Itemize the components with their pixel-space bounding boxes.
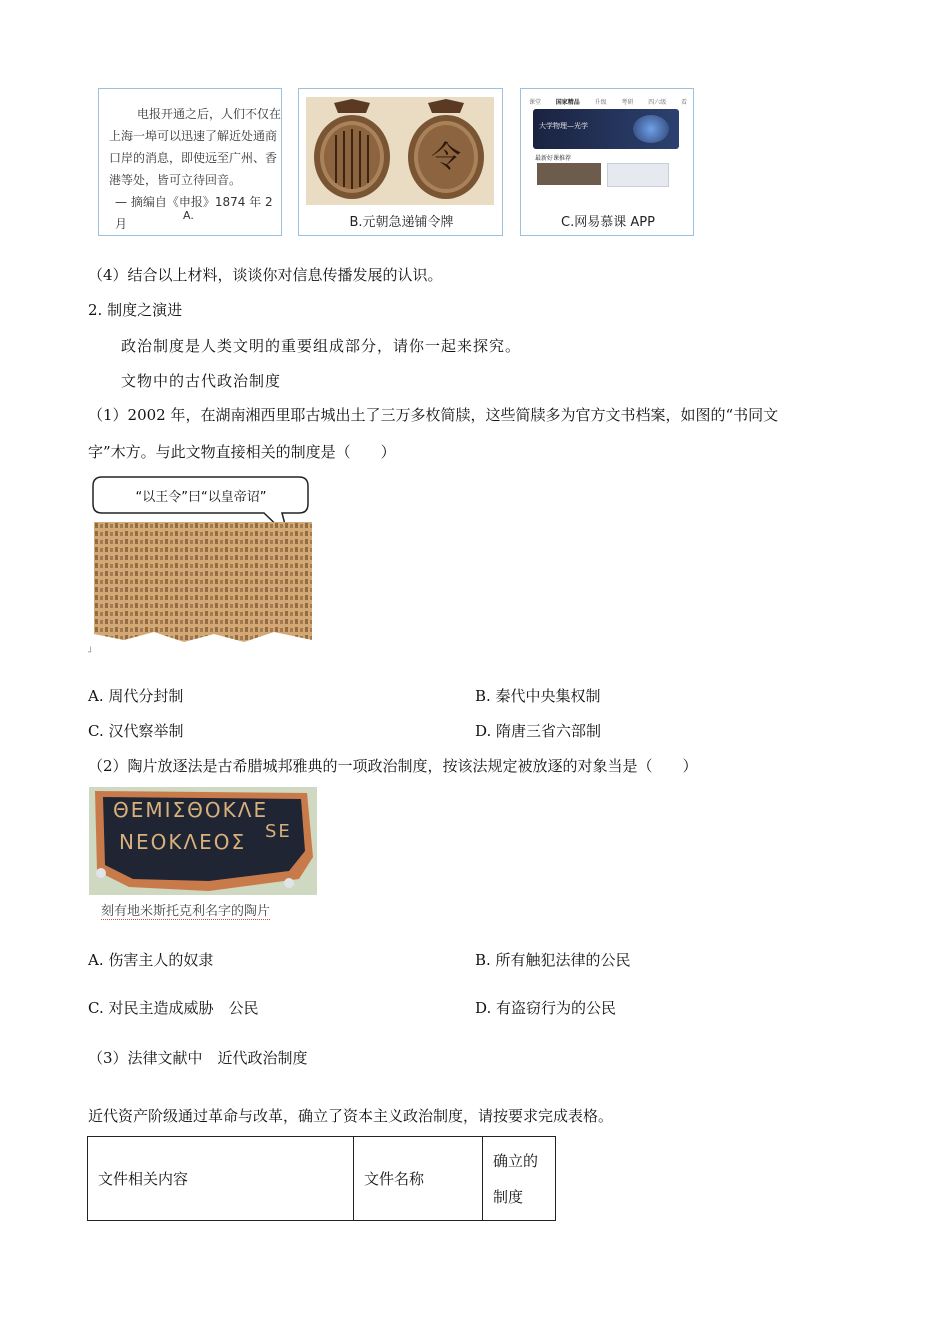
- question-2-stem: （2）陶片放逐法是古希腊城邦雅典的一项政治制度，按该法规定被放逐的对象当是（ ）: [88, 757, 698, 775]
- shard-inscription-line2: ΝΕΟΚΛΕΟΣ: [119, 830, 247, 854]
- question-3-intro: 近代资产阶级通过革命与改革，确立了资本主义政治制度，请按要求完成表格。: [88, 1107, 614, 1125]
- question-4: （4）结合以上材料，谈谈你对信息传播发展的认识。: [88, 266, 443, 284]
- mount-clip-icon: [96, 868, 106, 878]
- question-3-title: （3）法律文献中 近代政治制度: [88, 1049, 308, 1067]
- app-tab: 国家精品: [555, 99, 580, 106]
- image-a-line: 上海一埠可以迅速了解近处通商: [109, 129, 278, 143]
- q1-option-a[interactable]: A. 周代分封制: [88, 687, 184, 705]
- token-right-icon: [408, 99, 484, 199]
- token-left-icon: [314, 99, 390, 199]
- app-section-title: 最新好课推荐: [535, 155, 572, 162]
- image-c-caption: C.网易慕课 APP: [561, 215, 655, 230]
- image-a-caption: A.: [183, 209, 194, 222]
- image-b-caption: B.元朝急递铺令牌: [349, 215, 454, 230]
- speech-bubble-text: “以王令”曰“以皇帝诏”: [135, 490, 267, 505]
- section-2-subtitle: 文物中的古代政治制度: [121, 372, 282, 390]
- image-a-line: 口岸的消息，即使远至广州、香: [109, 151, 278, 165]
- question-1-stem-line1: （1）2002 年，在湖南湘西里耶古城出土了三万多枚简牍，这些简牍多为官方文书档案，如图的“书同文: [88, 406, 779, 424]
- q2-option-b[interactable]: B. 所有触犯法律的公民: [475, 951, 631, 969]
- image-a-line: 电报开通之后，人们不仅在: [137, 107, 282, 121]
- image-anchor-mark: ┘: [88, 648, 94, 658]
- app-course-card: [607, 163, 669, 187]
- q2-option-a[interactable]: A. 伤害主人的奴隶: [88, 951, 214, 969]
- table-header-system-line2: 制度: [493, 1187, 524, 1206]
- table-header-system: [483, 1137, 556, 1221]
- q1-option-d[interactable]: D. 隋唐三省六部制: [475, 722, 602, 740]
- table-header-name: 文件名称: [354, 1137, 483, 1221]
- image-a-line: — 摘编自《申报》1874 年 2 月: [115, 195, 273, 231]
- app-tab: 四六级: [648, 99, 667, 106]
- app-tab: 看: [680, 99, 687, 106]
- q1-option-c[interactable]: C. 汉代察举制: [88, 722, 184, 740]
- image-c-mooc-app: [520, 88, 694, 236]
- app-banner-graphic: [633, 115, 669, 143]
- speech-bubble: [92, 476, 310, 514]
- token-seal-char: 令: [431, 140, 461, 175]
- answer-table: [87, 1136, 556, 1221]
- image-b-yuan-tokens: [298, 88, 503, 236]
- image-a-line: 港等处，皆可立待回音。: [109, 173, 242, 187]
- q1-option-b[interactable]: B. 秦代中央集权制: [475, 687, 601, 705]
- app-banner-title: 大学物理—光学: [539, 122, 588, 130]
- mount-clip-icon: [284, 878, 294, 888]
- section-2-title: 2. 制度之演进: [88, 301, 183, 319]
- ostracon-photo: [89, 787, 317, 895]
- ostracon-caption: 刻有地米斯托克利名字的陶片: [101, 900, 270, 920]
- q2-option-d[interactable]: D. 有盗窃行为的公民: [475, 999, 617, 1017]
- app-tab: 课堂: [529, 99, 542, 106]
- shard-inscription-se: SE: [265, 821, 292, 842]
- question-1-stem-line2: 字”木方。与此文物直接相关的制度是（ ）: [88, 443, 396, 461]
- app-banner: [533, 109, 679, 149]
- q2-option-c[interactable]: C. 对民主造成威胁 公民: [88, 999, 259, 1017]
- image-a-telegraph-text: [98, 88, 282, 236]
- table-header-content: 文件相关内容: [88, 1137, 354, 1221]
- token-photo: [306, 97, 494, 205]
- app-tab: 考研: [621, 99, 634, 106]
- app-tab: 升级: [594, 99, 607, 106]
- section-2-intro: 政治制度是人类文明的重要组成部分，请你一起来探究。: [121, 337, 522, 355]
- wooden-tablet-photo: [94, 522, 312, 644]
- app-course-card: [537, 163, 601, 185]
- shard-inscription-line1: ΘΕΜΙΣΘΟΚΛΕ: [113, 798, 269, 822]
- table-header-system-line1: 确立的: [493, 1151, 539, 1170]
